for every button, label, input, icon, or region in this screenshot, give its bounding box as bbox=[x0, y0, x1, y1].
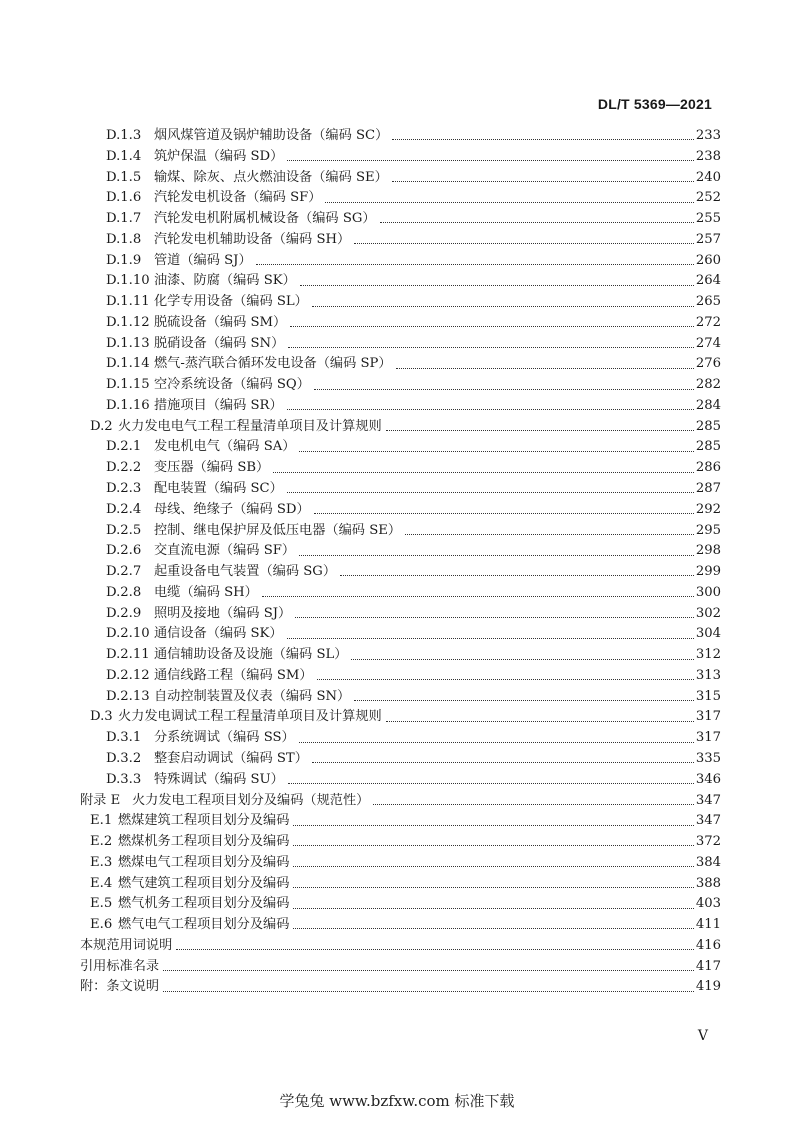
toc-entry-page: 313 bbox=[695, 667, 721, 683]
toc-entry-page: 347 bbox=[695, 792, 721, 808]
toc-entry-title: 控制、继电保护屏及低压电器（编码 SE） bbox=[154, 522, 402, 538]
toc-entry-page: 315 bbox=[695, 688, 721, 704]
toc-entry[interactable] bbox=[80, 936, 721, 957]
toc-entry-page: 335 bbox=[695, 750, 721, 766]
toc-leader-dots bbox=[300, 284, 694, 286]
toc-entry-number: D.1.16 bbox=[106, 397, 150, 413]
toc-entry[interactable] bbox=[80, 147, 721, 168]
toc-leader-dots bbox=[293, 907, 693, 909]
toc-entry[interactable] bbox=[80, 396, 721, 417]
toc-entry-page: 298 bbox=[695, 543, 721, 559]
toc-entry-number: D.1.15 bbox=[106, 377, 150, 393]
toc-entry-page: 272 bbox=[695, 314, 721, 330]
toc-entry-number: D.2.11 bbox=[106, 647, 150, 663]
toc-entry[interactable] bbox=[80, 354, 721, 375]
toc-entry-page: 302 bbox=[695, 605, 721, 621]
toc-entry-title: 燃煤建筑工程项目划分及编码 bbox=[118, 813, 290, 829]
toc-entry[interactable] bbox=[80, 479, 721, 500]
toc-entry[interactable] bbox=[80, 749, 721, 770]
toc-entry-title: 汽轮发电机附属机械设备（编码 SG） bbox=[154, 211, 376, 227]
toc-leader-dots bbox=[287, 408, 694, 410]
toc-entry-page: 317 bbox=[695, 730, 721, 746]
toc-leader-dots bbox=[293, 824, 693, 826]
toc-leader-dots bbox=[295, 616, 694, 618]
toc-entry-number: D.2.7 bbox=[106, 564, 142, 580]
toc-leader-dots bbox=[392, 180, 694, 182]
toc-entry-title: 照明及接地（编码 SJ） bbox=[154, 605, 292, 621]
toc-entry[interactable] bbox=[80, 437, 721, 458]
toc-entry-title: 火力发电电气工程工程量清单项目及计算规则 bbox=[118, 418, 382, 434]
toc-entry[interactable] bbox=[80, 583, 721, 604]
toc-entry-title: 燃气建筑工程项目划分及编码 bbox=[118, 875, 290, 891]
toc-entry-number: E.5 bbox=[90, 896, 113, 912]
toc-leader-dots bbox=[386, 429, 694, 431]
watermark: 学兔兔 www.bzfxw.com 标准下载 bbox=[279, 1092, 515, 1110]
toc-leader-dots bbox=[312, 305, 694, 307]
toc-entry-number: D.2.6 bbox=[106, 543, 142, 559]
toc-entry-title: 燃气电气工程项目划分及编码 bbox=[118, 917, 290, 933]
toc-entry-title: 空冷系统设备（编码 SQ） bbox=[154, 377, 310, 393]
toc-leader-dots bbox=[256, 263, 694, 265]
toc-entry[interactable] bbox=[80, 853, 721, 874]
toc-entry-number: D.3.2 bbox=[106, 750, 142, 766]
toc-entry-page: 285 bbox=[695, 439, 721, 455]
toc-entry[interactable] bbox=[80, 562, 721, 583]
toc-entry-page: 416 bbox=[695, 937, 721, 953]
toc-entry[interactable] bbox=[80, 957, 721, 978]
toc-leader-dots bbox=[273, 471, 694, 473]
toc-entry-number: D.2.9 bbox=[106, 605, 142, 621]
toc-entry[interactable] bbox=[80, 811, 721, 832]
toc-entry-title: 电缆（编码 SH） bbox=[154, 584, 258, 600]
toc-entry-title: 烟风煤管道及锅炉辅助设备（编码 SC） bbox=[154, 128, 389, 143]
toc-entry[interactable] bbox=[80, 334, 721, 355]
toc-leader-dots bbox=[312, 761, 694, 763]
toc-leader-dots bbox=[287, 159, 694, 161]
toc-entry-title: 变压器（编码 SB） bbox=[154, 460, 270, 476]
toc-entry[interactable] bbox=[80, 541, 721, 562]
toc-entry-title: 火力发电调试工程工程量清单项目及计算规则 bbox=[118, 709, 382, 725]
toc-leader-dots bbox=[293, 886, 693, 888]
toc-entry-page: 274 bbox=[695, 335, 721, 351]
toc-entry-title: 脱硝设备（编码 SN） bbox=[154, 335, 285, 351]
toc-entry-title: 油漆、防腐（编码 SK） bbox=[154, 273, 296, 289]
toc-entry-page: 346 bbox=[695, 771, 721, 787]
toc-leader-dots bbox=[163, 969, 694, 971]
toc-entry[interactable] bbox=[80, 126, 721, 147]
toc-entry-page: 233 bbox=[695, 128, 721, 143]
toc-leader-dots bbox=[314, 512, 694, 514]
toc-entry-number: D.1.11 bbox=[106, 294, 150, 310]
toc-leader-dots bbox=[386, 720, 694, 722]
toc-entry-page: 255 bbox=[695, 211, 721, 227]
toc-entry[interactable] bbox=[80, 874, 721, 895]
toc-entry-title: 本规范用词说明 bbox=[80, 937, 173, 953]
toc-entry-number: D.2.10 bbox=[106, 626, 150, 642]
toc-entry[interactable] bbox=[80, 521, 721, 542]
toc-entry-page: 292 bbox=[695, 501, 721, 517]
toc-leader-dots bbox=[380, 221, 694, 223]
toc-leader-dots bbox=[405, 533, 694, 535]
toc-entry[interactable] bbox=[80, 604, 721, 625]
toc-entry-title: 配电装置（编码 SC） bbox=[154, 481, 283, 497]
toc-entry-number: D.3 bbox=[90, 709, 113, 725]
toc-entry-title: 附：条文说明 bbox=[80, 979, 160, 995]
toc-entry-page: 257 bbox=[695, 231, 721, 247]
toc-entry[interactable] bbox=[80, 977, 721, 998]
toc-leader-dots bbox=[340, 574, 694, 576]
toc-entry-page: 286 bbox=[695, 460, 721, 476]
page-number: V bbox=[697, 1028, 708, 1044]
toc-entry[interactable] bbox=[80, 624, 721, 645]
toc-entry-number: D.1.10 bbox=[106, 273, 150, 289]
toc-entry[interactable] bbox=[80, 894, 721, 915]
toc-entry-number: D.1.12 bbox=[106, 314, 150, 330]
toc-entry-page: 300 bbox=[695, 584, 721, 600]
toc-entry-page: 276 bbox=[695, 356, 721, 372]
toc-entry-title: 化学专用设备（编码 SL） bbox=[154, 294, 308, 310]
toc-entry-page: 287 bbox=[695, 481, 721, 497]
toc-entry-number: E.6 bbox=[90, 917, 113, 933]
toc-entry-page: 252 bbox=[695, 190, 721, 206]
toc-entry-number: D.1.4 bbox=[106, 148, 142, 164]
toc-entry-number: E.3 bbox=[90, 854, 113, 870]
toc-entry-title: 燃气机务工程项目划分及编码 bbox=[118, 896, 290, 912]
toc-entry[interactable] bbox=[80, 666, 721, 687]
toc-entry[interactable] bbox=[80, 251, 721, 272]
toc-entry-title: 火力发电工程项目划分及编码（规范性） bbox=[132, 792, 370, 808]
toc-entry-page: 260 bbox=[695, 252, 721, 268]
toc-entry[interactable] bbox=[80, 271, 721, 292]
toc-entry-number: D.1.5 bbox=[106, 169, 142, 185]
toc-leader-dots bbox=[314, 388, 694, 390]
toc-entry-title: 管道（编码 SJ） bbox=[154, 252, 252, 268]
toc-entry-title: 母线、绝缘子（编码 SD） bbox=[154, 501, 310, 517]
toc-entry[interactable] bbox=[80, 375, 721, 396]
toc-entry-title: 分系统调试（编码 SS） bbox=[154, 730, 295, 746]
toc-entry-title: 发电机电气（编码 SA） bbox=[154, 439, 296, 455]
toc-entry-page: 240 bbox=[695, 169, 721, 185]
toc-entry-page: 419 bbox=[695, 979, 721, 995]
toc-entry-number: D.3.3 bbox=[106, 771, 142, 787]
table-of-contents bbox=[80, 126, 721, 998]
document-code: DL/T 5369—2021 bbox=[597, 96, 712, 112]
toc-entry-number: D.2.3 bbox=[106, 481, 142, 497]
toc-entry-number: D.1.7 bbox=[106, 211, 142, 227]
toc-entry-number: D.1.13 bbox=[106, 335, 150, 351]
toc-entry-number: D.2 bbox=[90, 418, 113, 434]
toc-entry-page: 238 bbox=[695, 148, 721, 164]
toc-entry[interactable] bbox=[80, 770, 721, 791]
toc-entry-number: D.2.5 bbox=[106, 522, 142, 538]
toc-leader-dots bbox=[325, 201, 693, 203]
toc-entry-number: E.1 bbox=[90, 813, 113, 829]
toc-entry-number: D.1.8 bbox=[106, 231, 142, 247]
toc-leader-dots bbox=[299, 554, 694, 556]
toc-entry-page: 282 bbox=[695, 377, 721, 393]
toc-entry-number: D.1.6 bbox=[106, 190, 142, 206]
toc-entry-page: 285 bbox=[695, 418, 721, 434]
toc-entry[interactable] bbox=[80, 707, 721, 728]
toc-entry-page: 295 bbox=[695, 522, 721, 538]
toc-entry[interactable] bbox=[80, 687, 721, 708]
toc-leader-dots bbox=[287, 491, 694, 493]
toc-leader-dots bbox=[293, 844, 693, 846]
toc-entry-number: 附录 E bbox=[80, 792, 121, 808]
toc-entry-title: 特殊调试（编码 SU） bbox=[154, 771, 284, 787]
toc-entry[interactable] bbox=[80, 832, 721, 853]
toc-entry-title: 引用标准名录 bbox=[80, 958, 160, 974]
toc-entry-page: 265 bbox=[695, 294, 721, 310]
toc-entry-title: 整套启动调试（编码 ST） bbox=[154, 750, 308, 766]
toc-entry-number: D.2.2 bbox=[106, 460, 142, 476]
toc-leader-dots bbox=[288, 346, 694, 348]
toc-entry-number: D.1.9 bbox=[106, 252, 142, 268]
toc-leader-dots bbox=[163, 990, 694, 992]
toc-entry-number: D.2.12 bbox=[106, 667, 150, 683]
toc-leader-dots bbox=[317, 678, 694, 680]
toc-entry-page: 304 bbox=[695, 626, 721, 642]
toc-entry-title: 措施项目（编码 SR） bbox=[154, 397, 283, 413]
toc-entry[interactable] bbox=[80, 417, 721, 438]
toc-entry-title: 筑炉保温（编码 SD） bbox=[154, 148, 284, 164]
toc-entry-page: 384 bbox=[695, 854, 721, 870]
toc-entry-number: D.1.14 bbox=[106, 356, 150, 372]
toc-entry-title: 起重设备电气装置（编码 SG） bbox=[154, 564, 337, 580]
toc-leader-dots bbox=[287, 637, 694, 639]
toc-entry-page: 312 bbox=[695, 647, 721, 663]
toc-entry-number: E.4 bbox=[90, 875, 113, 891]
toc-entry-number: E.2 bbox=[90, 834, 113, 850]
toc-entry[interactable] bbox=[80, 168, 721, 189]
toc-entry[interactable] bbox=[80, 230, 721, 251]
toc-entry-page: 284 bbox=[695, 397, 721, 413]
toc-entry-title: 脱硫设备（编码 SM） bbox=[154, 314, 287, 330]
toc-entry[interactable] bbox=[80, 915, 721, 936]
toc-leader-dots bbox=[392, 138, 694, 140]
toc-leader-dots bbox=[396, 367, 694, 369]
toc-entry-page: 299 bbox=[695, 564, 721, 580]
toc-entry-title: 交直流电源（编码 SF） bbox=[154, 543, 296, 559]
toc-leader-dots bbox=[262, 595, 694, 597]
toc-leader-dots bbox=[299, 741, 694, 743]
toc-entry-number: D.2.4 bbox=[106, 501, 142, 517]
toc-entry[interactable] bbox=[80, 791, 721, 812]
toc-leader-dots bbox=[290, 325, 694, 327]
toc-entry-number: D.3.1 bbox=[106, 730, 142, 746]
toc-entry-title: 通信辅助设备及设施（编码 SL） bbox=[154, 647, 348, 663]
toc-leader-dots bbox=[354, 699, 694, 701]
toc-entry[interactable] bbox=[80, 728, 721, 749]
toc-entry[interactable] bbox=[80, 458, 721, 479]
toc-entry-title: 燃煤电气工程项目划分及编码 bbox=[118, 854, 290, 870]
toc-leader-dots bbox=[293, 927, 693, 929]
toc-leader-dots bbox=[176, 948, 694, 950]
toc-entry-title: 通信设备（编码 SK） bbox=[154, 626, 283, 642]
toc-leader-dots bbox=[373, 803, 693, 805]
toc-entry-page: 388 bbox=[695, 875, 721, 891]
toc-entry[interactable] bbox=[80, 500, 721, 521]
toc-entry-number: D.2.1 bbox=[106, 439, 142, 455]
toc-entry[interactable] bbox=[80, 209, 721, 230]
toc-entry-title: 燃煤机务工程项目划分及编码 bbox=[118, 834, 290, 850]
toc-entry-page: 347 bbox=[695, 813, 721, 829]
toc-entry[interactable] bbox=[80, 645, 721, 666]
toc-leader-dots bbox=[293, 865, 693, 867]
toc-entry-number: D.1.3 bbox=[106, 128, 142, 143]
toc-entry-page: 417 bbox=[695, 958, 721, 974]
toc-leader-dots bbox=[288, 782, 694, 784]
toc-entry-number: D.2.8 bbox=[106, 584, 142, 600]
toc-entry[interactable] bbox=[80, 188, 721, 209]
toc-leader-dots bbox=[299, 450, 693, 452]
toc-entry-page: 317 bbox=[695, 709, 721, 725]
toc-entry-title: 汽轮发电机设备（编码 SF） bbox=[154, 190, 322, 206]
toc-entry[interactable] bbox=[80, 313, 721, 334]
toc-leader-dots bbox=[351, 658, 693, 660]
toc-entry-page: 411 bbox=[695, 917, 721, 933]
toc-entry[interactable] bbox=[80, 292, 721, 313]
toc-entry-title: 输煤、除灰、点火燃油设备（编码 SE） bbox=[154, 169, 388, 185]
toc-entry-page: 403 bbox=[695, 896, 721, 912]
toc-entry-title: 燃气-蒸汽联合循环发电设备（编码 SP） bbox=[154, 356, 392, 372]
toc-entry-title: 通信线路工程（编码 SM） bbox=[154, 667, 313, 683]
toc-entry-title: 汽轮发电机辅助设备（编码 SH） bbox=[154, 231, 351, 247]
toc-entry-number: D.2.13 bbox=[106, 688, 150, 704]
toc-entry-page: 264 bbox=[695, 273, 721, 289]
toc-leader-dots bbox=[354, 242, 694, 244]
toc-entry-page: 372 bbox=[695, 834, 721, 850]
toc-entry-title: 自动控制装置及仪表（编码 SN） bbox=[154, 688, 351, 704]
